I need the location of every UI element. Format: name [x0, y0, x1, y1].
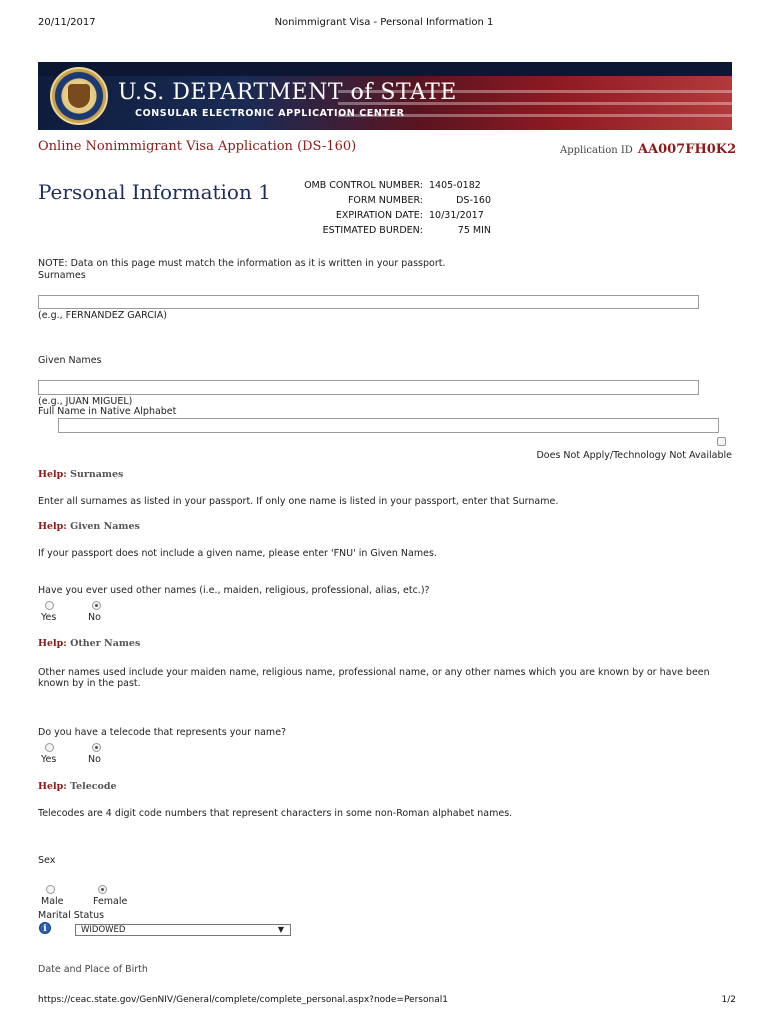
print-footer-page: 1/2: [721, 995, 736, 1005]
omb-block: [290, 178, 491, 238]
application-id-label: Application ID: [560, 145, 633, 156]
given-names-input[interactable]: [38, 380, 699, 395]
other-names-no-radio[interactable]: [92, 601, 101, 610]
other-names-yes-radio[interactable]: [45, 601, 54, 610]
omb-value: 75 MIN: [457, 225, 491, 236]
help-prefix: Help:: [38, 638, 67, 649]
state-department-banner: [38, 62, 732, 130]
omb-value: DS-160: [456, 195, 491, 206]
surnames-label: Surnames: [38, 270, 86, 281]
help-other-heading: [38, 638, 140, 649]
help-given-text: If your passport does not include a given name, please enter 'FNU' in Given Names.: [38, 548, 437, 559]
omb-label: ESTIMATED BURDEN:: [322, 225, 423, 236]
omb-value: 10/31/2017: [429, 210, 484, 221]
application-id-value: AA007FH0K2: [637, 142, 737, 157]
other-names-question: Have you ever used other names (i.e., maiden, religious, professional, alias, etc.)?: [38, 585, 430, 596]
banner-title: U.S. DEPARTMENT of STATE: [118, 80, 457, 105]
marital-status-value: WIDOWED: [81, 925, 126, 935]
help-title: Surnames: [70, 469, 124, 480]
native-name-label: Full Name in Native Alphabet: [38, 406, 177, 417]
omb-label: OMB CONTROL NUMBER:: [304, 180, 423, 191]
help-title: Other Names: [70, 638, 141, 649]
application-id: [560, 138, 737, 157]
page-title: Personal Information 1: [38, 180, 271, 204]
surnames-example: (e.g., FERNANDEZ GARCIA): [38, 310, 167, 321]
help-prefix: Help:: [38, 521, 67, 532]
passport-note: NOTE: Data on this page must match the information as it is written in your passport.: [38, 258, 446, 269]
help-surnames-text: Enter all surnames as listed in your passport. If only one name is listed in your passport, enter that Surname.: [38, 496, 559, 507]
sex-female-radio[interactable]: [98, 885, 107, 894]
telecode-no-radio[interactable]: [92, 743, 101, 752]
help-telecode-text: Telecodes are 4 digit code numbers that represent characters in some non-Roman alphabet names.: [38, 808, 513, 819]
omb-label: FORM NUMBER:: [347, 195, 423, 206]
print-date: 20/11/2017: [38, 17, 96, 28]
print-footer-url: https://ceac.state.gov/GenNIV/General/complete/complete_personal.aspx?node=Personal1: [38, 995, 448, 1005]
help-telecode-heading: [38, 781, 117, 792]
info-icon[interactable]: i: [39, 922, 51, 934]
help-title: Telecode: [70, 781, 117, 792]
sex-label: Sex: [38, 855, 56, 866]
marital-status-label: Marital Status: [38, 910, 105, 921]
telecode-yes-radio[interactable]: [45, 743, 54, 752]
other-names-no-label: No: [88, 612, 101, 623]
other-names-yes-label: Yes: [41, 612, 57, 623]
help-other-text: Other names used include your maiden name, religious name, professional name, or any other names which you are known by or have been known by in the past.: [38, 667, 710, 689]
native-name-na-label: Does Not Apply/Technology Not Available: [536, 450, 732, 461]
sex-male-radio[interactable]: [46, 885, 55, 894]
help-prefix: Help:: [38, 469, 67, 480]
native-name-na-checkbox[interactable]: [717, 437, 726, 446]
department-seal-icon: [50, 67, 108, 125]
telecode-yes-label: Yes: [41, 754, 57, 765]
given-names-example: (e.g., JUAN MIGUEL): [38, 396, 133, 407]
telecode-no-label: No: [88, 754, 101, 765]
help-surnames-heading: [38, 469, 123, 480]
dropdown-arrow-icon: ▼: [277, 925, 284, 934]
sex-male-label: Male: [41, 896, 64, 907]
help-given-heading: [38, 521, 140, 532]
marital-status-select[interactable]: [75, 924, 291, 936]
telecode-question: Do you have a telecode that represents your name?: [38, 727, 287, 738]
given-names-label: Given Names: [38, 355, 102, 366]
native-name-input[interactable]: [58, 418, 719, 433]
help-title: Given Names: [70, 521, 140, 532]
help-prefix: Help:: [38, 781, 67, 792]
omb-label: EXPIRATION DATE:: [335, 210, 423, 221]
form-name: Online Nonimmigrant Visa Application (DS-160): [38, 139, 357, 154]
omb-value: 1405-0182: [429, 180, 481, 191]
banner-subtitle: CONSULAR ELECTRONIC APPLICATION CENTER: [135, 108, 405, 119]
surnames-input[interactable]: [38, 295, 699, 309]
dob-section-label: Date and Place of Birth: [38, 964, 148, 975]
print-doc-title: Nonimmigrant Visa - Personal Information 1: [274, 17, 494, 28]
sex-female-label: Female: [93, 896, 128, 907]
